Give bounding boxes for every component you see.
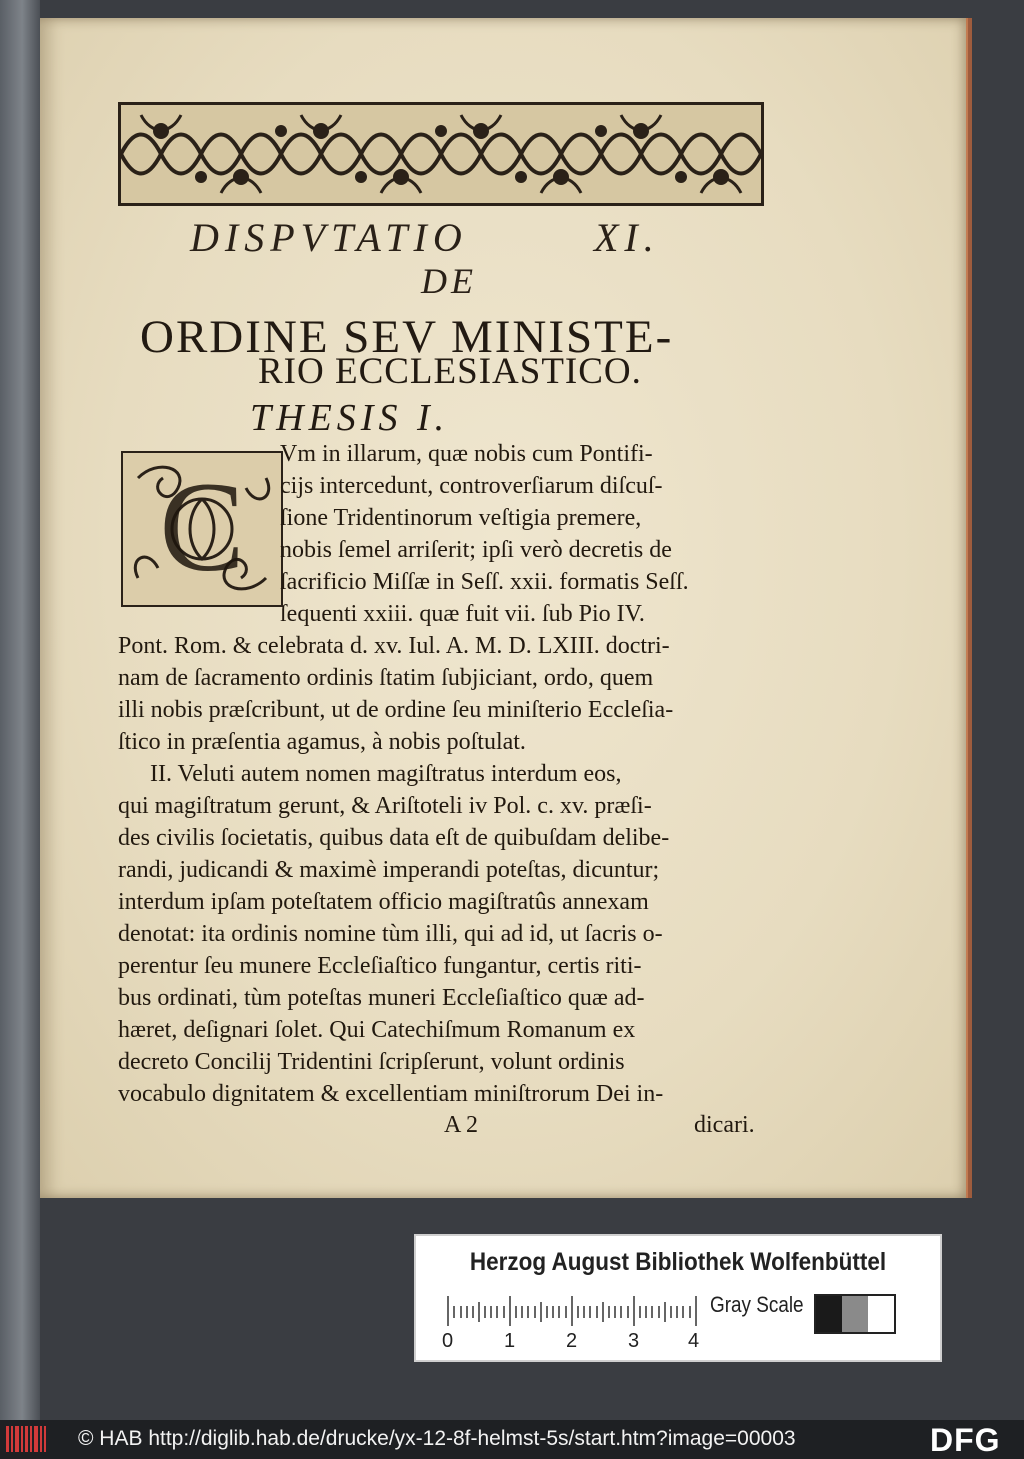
library-name: Herzog August Bibliothek Wolfenbüttel [469,1248,887,1276]
text-line: nam de ſacramento ordinis ſtatim ſubjiciant, ordo, quem [118,665,654,691]
text-line: II. Veluti autem nomen magiſtratus interdum eos, [150,761,622,787]
swatch-white [868,1296,894,1332]
heading-thesis: THESIS I. [250,397,450,439]
swatch-gray [842,1296,868,1332]
text-line: ſtico in præſentia agamus, à nobis poſtulat. [118,729,526,755]
heading-title-line2: RIO ECCLESIASTICO. [258,351,642,392]
viewer-left-edge [0,0,40,1420]
text-line: vocabulo dignitatem & excellentiam miniſtrorum Dei in- [118,1081,664,1107]
catchword: dicari. [694,1112,755,1138]
text-line: hæret, deſignari ſolet. Qui Catechiſmum Romanum ex [118,1017,636,1043]
ruler-label: 2 [566,1330,578,1352]
ornament-headpiece [118,102,764,206]
ornament-pattern-icon [121,105,761,203]
text-line: bus ordinati, tùm poteſtas muneri Eccleſiaſtico quæ ad- [118,985,645,1011]
color-scale-card [414,1234,942,1362]
heading-de: DE [421,261,477,301]
drop-cap-letter: C [159,456,245,598]
ruler-label: 3 [628,1330,640,1352]
heading-title-line1: ORDINE SEV MINISTE- [140,311,674,363]
dfg-logo: DFG [930,1422,1001,1458]
text-line: ſequenti xxiii. quæ fuit vii. ſub Pio IV. [280,601,645,627]
permalink-text[interactable]: © HAB http://diglib.hab.de/drucke/yx-12-8f-helmst-5s/start.htm?image=00003 [78,1427,796,1450]
text-line: denotat: ita ordinis nomine tùm illi, qui ad id, ut ſacris o- [118,921,663,947]
viewer-footer [0,1420,1024,1459]
scanned-page [40,18,968,1198]
text-line: decreto Concilij Tridentini ſcripſerunt, volunt ordinis [118,1049,625,1075]
ruler-icon [444,1292,702,1328]
text-line: interdum ipſam poteſtatem officio magiſtratûs annexam [118,889,649,915]
text-line: nobis ſemel arriſerit; ipſi verò decretis de [280,537,672,563]
gray-scale-label: Gray Scale [710,1292,804,1317]
text-line: Vm in illarum, quæ nobis cum Pontifi- [280,441,653,467]
ruler-label: 0 [442,1330,454,1352]
page-edge [966,18,972,1198]
text-line: des civilis ſocietatis, quibus data eſt de quibuſdam delibe- [118,825,670,851]
text-line: illi nobis præſcribunt, ut de ordine ſeu miniſterio Eccleſia- [118,697,674,723]
text-line: perentur ſeu munere Eccleſiaſtico fungantur, certis riti- [118,953,642,979]
text-line: cijs intercedunt, controverſiarum diſcuſ- [280,473,663,499]
text-line: ſacrificio Miſſæ in Seſſ. xxii. formatis Seſſ. [280,569,689,595]
drop-cap-c [118,448,286,610]
heading-disputatio-word: DISPVTATIO [190,215,468,260]
text-line: randi, judicandi & maximè imperandi poteſtas, dicuntur; [118,857,660,883]
decorated-initial-icon [118,448,286,610]
ruler-label: 4 [688,1330,700,1352]
swatch-black [816,1296,842,1332]
heading-disputatio-number: XI. [594,215,660,260]
ruler-scale [444,1292,702,1328]
heading-disputatio [190,214,750,261]
text-line: ſione Tridentinorum veſtigia premere, [280,505,642,531]
barcode-icon [6,1426,46,1452]
signature-mark: A 2 [444,1112,479,1138]
text-line: qui magiſtratum gerunt, & Ariſtoteli iv Pol. c. xv. præſi- [118,793,652,819]
text-line: Pont. Rom. & celebrata d. xv. Iul. A. M. D. LXIII. doctri- [118,633,670,659]
ruler-label: 1 [504,1330,516,1352]
gray-scale-swatches [814,1294,896,1334]
